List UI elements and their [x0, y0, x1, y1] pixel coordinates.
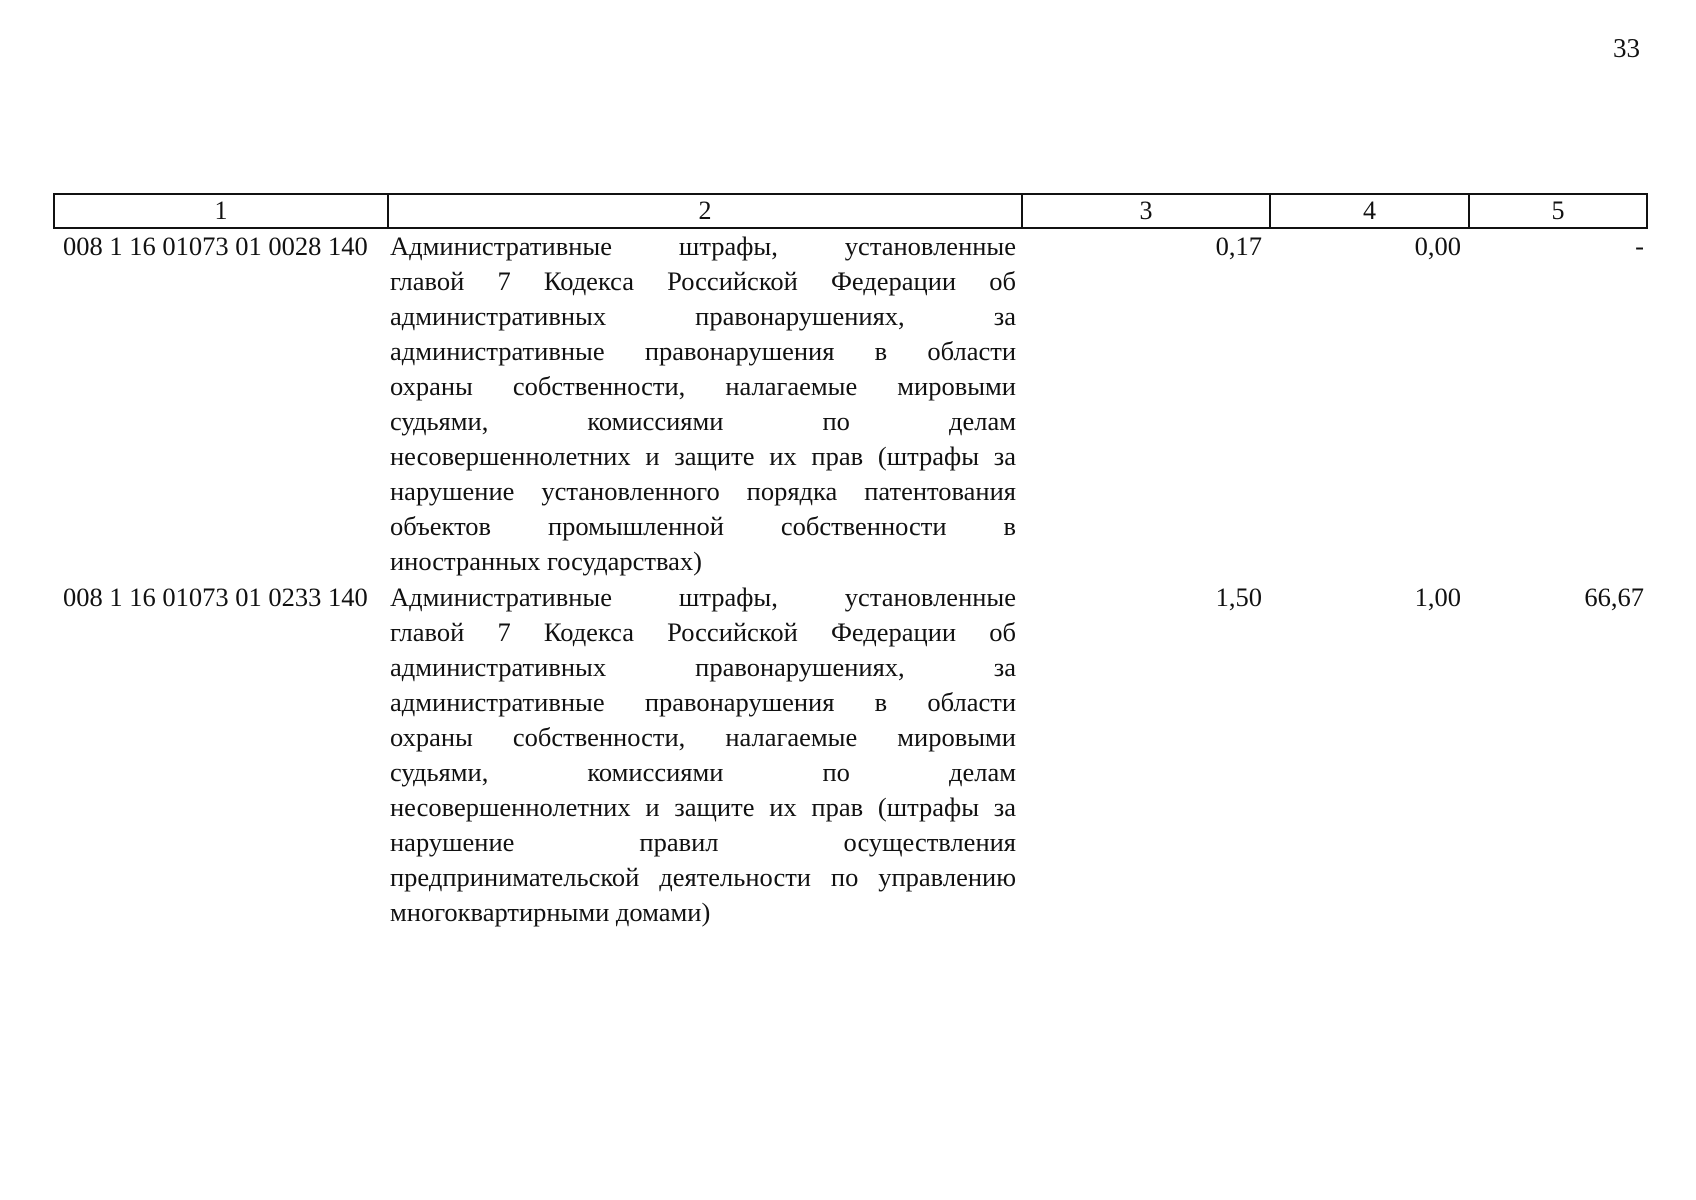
row-description	[390, 229, 1016, 579]
row-description	[390, 580, 1016, 930]
description-line: Административные штрафы, установленные	[390, 582, 1016, 612]
description-line: нарушение установленного порядка патентования	[390, 476, 1016, 506]
description-line: объектов промышленной собственности в	[390, 511, 1016, 541]
description-line: предпринимательской деятельности по управлению	[390, 862, 1016, 892]
row-value-col-4: 0,00	[1414, 231, 1461, 261]
description-line: иностранных государствах)	[390, 546, 702, 576]
description-line: несовершеннолетних и защите их прав (штрафы за	[390, 441, 1016, 471]
row-value-col-3: 0,17	[1215, 231, 1262, 261]
description-line: многоквартирными домами)	[390, 897, 711, 927]
description-line: судьями, комиссиями по делам	[390, 757, 1016, 787]
description-line: административные правонарушения в области	[390, 336, 1016, 366]
row-code: 008 1 16 01073 01 0028 140	[63, 231, 368, 261]
description-line: судьями, комиссиями по делам	[390, 406, 1016, 436]
description-line: главой 7 Кодекса Российской Федерации об	[390, 617, 1016, 647]
description-line: административных правонарушениях, за	[390, 652, 1016, 682]
description-line: Административные штрафы, установленные	[390, 231, 1016, 261]
row-value-col-3: 1,50	[1215, 582, 1262, 612]
header-col-2: 2	[389, 195, 1023, 227]
header-col-4: 4	[1271, 195, 1470, 227]
description-line: главой 7 Кодекса Российской Федерации об	[390, 266, 1016, 296]
description-line: охраны собственности, налагаемые мировыми	[390, 722, 1016, 752]
table-header	[53, 193, 1648, 229]
header-col-1: 1	[55, 195, 389, 227]
row-value-col-5: 66,67	[1584, 582, 1644, 612]
header-col-3: 3	[1023, 195, 1271, 227]
header-col-5: 5	[1551, 196, 1565, 225]
row-code: 008 1 16 01073 01 0233 140	[63, 582, 368, 612]
description-line: административных правонарушениях, за	[390, 301, 1016, 331]
description-line: охраны собственности, налагаемые мировыми	[390, 371, 1016, 401]
row-value-col-4: 1,00	[1414, 582, 1461, 612]
description-line: нарушение правил осуществления	[390, 827, 1016, 857]
row-value-col-5: -	[1635, 231, 1644, 261]
page-number: 33	[1613, 33, 1640, 63]
description-line: административные правонарушения в области	[390, 687, 1016, 717]
description-line: несовершеннолетних и защите их прав (штрафы за	[390, 792, 1016, 822]
